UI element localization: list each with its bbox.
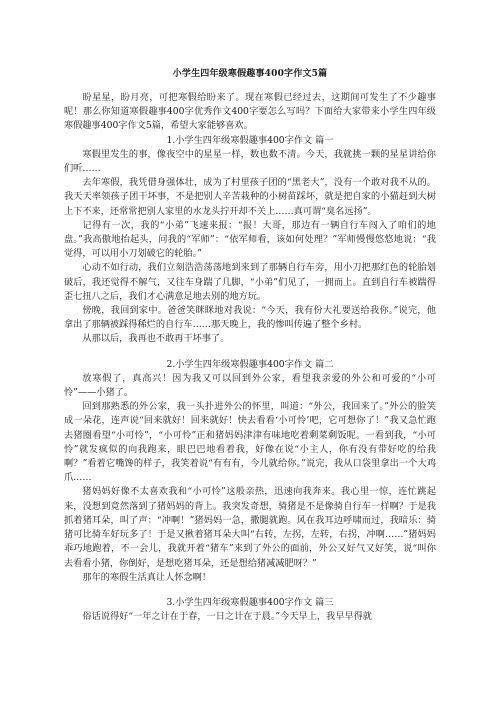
intro-paragraph: 盼星星，盼月亮，可把寒假给盼来了。现在寒假已经过去，这期间可发生了不少趣事呢！那么你知道寒假趣事400字优秀作文400字要怎么写吗？下面给大家带来小学生四年级寒假趣事400字作文5篇，希望大家能够喜欢。: [64, 92, 436, 132]
section-3-paragraph: 俗话说得好“一年之计在于春，一日之计在于晨。”今天早上，我早早得就: [82, 611, 372, 623]
section-1-paragraph: 寒假里发生的事，像夜空中的星星一样，数也数不清。今天，我就挑一颗的星星讲给你们听……: [64, 148, 436, 175]
section-1-paragraph: 傍晚，我回到家中。爸爸笑眯眯地对我说：“今天，我有份大礼要送给我你。”说完，他拿出了那辆被踩得稀烂的自行车……那天晚上，我的惨叫传遍了整个乡村。: [64, 305, 436, 331]
section-2-heading: 2.小学生四年级寒假趣事400字作文 篇二: [166, 358, 334, 370]
section-2-paragraph: 放寒假了，真高兴！因为我又可以回到外公家，看望我亲爱的外公和可爱的“小可怜”——小猪了。: [64, 372, 436, 399]
section-1-paragraph: 记得有一次，我的“小弟”飞速来报：“报！大哥，那边有一辆自行车闯入了咱们的地盘。”我高傲地抬起头，问我的“军师”：“依军师看，该如何处理？”军师慢慢悠悠地说：“我觉得，可以用小刀划破它的轮胎。”: [64, 219, 436, 260]
section-2-paragraph: 回到那熟悉的外公家，我一头扑进外公的怀里，叫道：“外公，我回来了。”外公的脸笑成一朵花，连声说“回来就好！回来就好！快去看看‘小可怜’吧，它可想你了！”我又急忙跑去猪圈看望“小可怜”，“小可怜”正和猪妈妈津津有味地吃着剩菜剩饭呢。一看到我，“小可怜”就发疯似的向我跑来，眼巴巴地看着我，好像在说“小主人，你有没有带好吃的给我啊？”看着它嘴馋的样子，我笑着说“有有有，今儿就给你。”说完，我从口袋里拿出一个大鸡爪……: [64, 401, 436, 484]
section-3-heading: 3.小学生四年级寒假趣事400字作文 篇三: [166, 596, 334, 608]
section-1-paragraph: 心动不如行动，我们立刻浩浩荡荡地到来到了那辆自行车旁，用小刀把那红色的轮胎划破后，我还觉得不解气，又往车身踹了几脚，“小弟”们见了，一拥而上。直到自行车被踹得歪七扭八之后，我们才心满意足地去别的地方玩。: [64, 262, 436, 302]
document-body: [64, 91, 436, 624]
section-1-paragraph: 从那以后，我再也不敢再干坏事了。: [82, 333, 230, 345]
section-1-paragraph: 去年寒假，我凭借身强体壮，成为了村里孩子团的“黑老大”，没有一个敢对我不从的。我天天率领孩子团干坏事，不是把别人辛苦栽种的小树苗踩坏，就是把自家的小猫赶到大树上下不来，还常常把别人家里的水龙头拧开却不关上……真可谓“臭名远扬”。: [64, 177, 436, 217]
section-2-paragraph: 猪妈妈好像不太喜欢我和“小可怜”这般亲热，迅速向我奔来。我心里一惊，连忙跳起来，没想到竟然落到了猪妈妈的背上。我突发奇想，骑猪是不是像骑自行车一样啊？于是我抓着猪耳朵，叫了声：“冲啊！”猪妈妈一急，撒腿就跑。风在我耳边呼啸而过，我暗乐：骑猪可比骑车好玩多了！于是又揪着猪耳朵大叫“右转，左拐，左转，右拐，冲啊……”猪妈妈乖巧地跑着，不一会儿，我就开着“猪车”来到了外公的面前，外公又好气又好笑，说“叫你去看看小猪，你倒好，是想吃猪耳朵，还是想给猪减减肥呀？”: [64, 486, 436, 569]
section-2-paragraph: 那年的寒假生活真让人怀念啊！: [82, 571, 212, 583]
document-title: 小学生四年级寒假趣事400字作文5篇: [172, 69, 328, 79]
section-1-heading: 1.小学生四年级寒假趣事400字作文 篇一: [166, 134, 334, 146]
